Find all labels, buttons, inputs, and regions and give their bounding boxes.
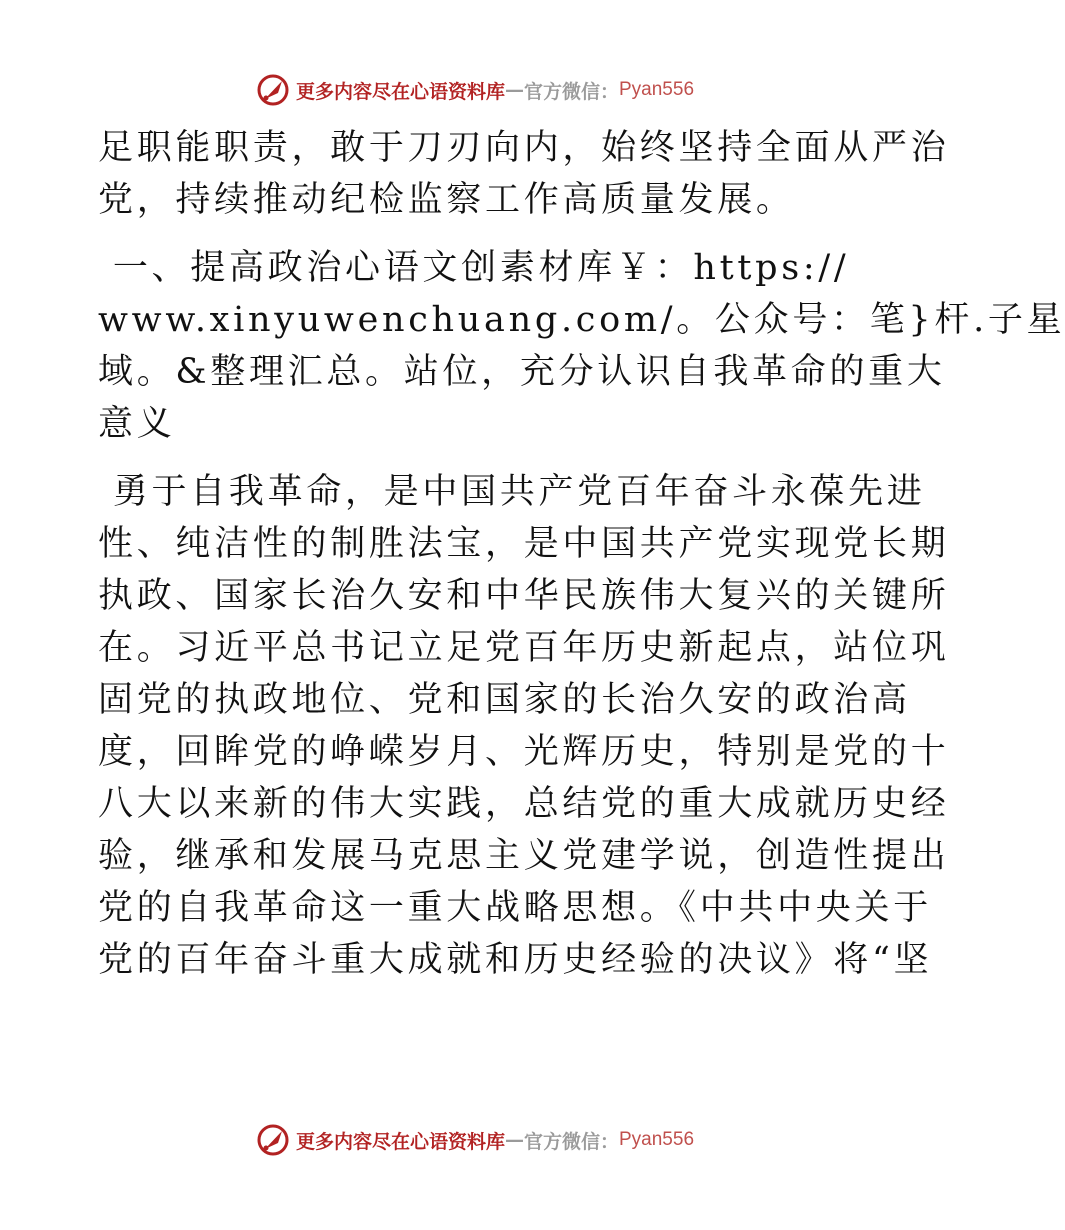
text-line: 验，继承和发展马克思主义党建学说，创造性提出 xyxy=(98,836,950,876)
text-line: 意义 xyxy=(98,404,176,444)
text-line: 度，回眸党的峥嵘岁月、光辉历史，特别是党的十 xyxy=(98,732,950,772)
banner-dash: — xyxy=(504,1129,524,1151)
footer-banner xyxy=(0,1120,950,1160)
header-banner xyxy=(0,70,950,110)
banner-site-text: 更多内容尽在心语资料库 xyxy=(295,1130,505,1153)
section-heading-paragraph xyxy=(98,242,1065,450)
text-line: 八大以来新的伟大实践，总结党的重大成就历史经 xyxy=(98,784,950,824)
banner-site-text: 更多内容尽在心语资料库 xyxy=(295,80,505,103)
text-line: 固党的执政地位、党和国家的长治久安的政治高 xyxy=(98,680,911,720)
text-line: 执政、国家长治久安和中华民族伟大复兴的关键所 xyxy=(98,576,950,616)
text-line: 勇于自我革命，是中国共产党百年奋斗永葆先进 xyxy=(98,472,926,512)
paragraph xyxy=(98,466,950,986)
text-line: 在。习近平总书记立足党百年历史新起点，站位巩 xyxy=(98,628,950,668)
banner-official-label: 官方微信： xyxy=(523,80,619,103)
text-line: 域。&整理汇总。站位，充分认识自我革命的重大 xyxy=(98,352,946,392)
banner-wechat-id: Pyan556 xyxy=(619,79,695,100)
text-line: 党的百年奋斗重大成就和历史经验的决议》将“坚 xyxy=(98,940,933,980)
text-line: 足职能职责，敢于刀刃向内，始终坚持全面从严治 xyxy=(98,128,950,168)
banner-wechat-id: Pyan556 xyxy=(619,1129,695,1150)
text-line: www.xinyuwenchuang.com/。公众号：笔}杆.子星 xyxy=(98,300,1065,340)
text-line: 党的自我革命这一重大战略思想。《中共中央关于 xyxy=(98,888,932,928)
paragraph xyxy=(98,122,950,226)
text-line: 性、纯洁性的制胜法宝，是中国共产党实现党长期 xyxy=(98,524,950,564)
text-line: 一、提高政治心语文创素材库￥：https:// xyxy=(98,248,850,288)
banner-official-label: 官方微信： xyxy=(523,1130,619,1153)
quill-logo-icon xyxy=(256,1123,290,1157)
banner-dash: — xyxy=(504,79,524,101)
quill-logo-icon xyxy=(256,73,290,107)
text-line: 党，持续推动纪检监察工作高质量发展。 xyxy=(98,180,795,220)
document-body xyxy=(98,122,1065,986)
